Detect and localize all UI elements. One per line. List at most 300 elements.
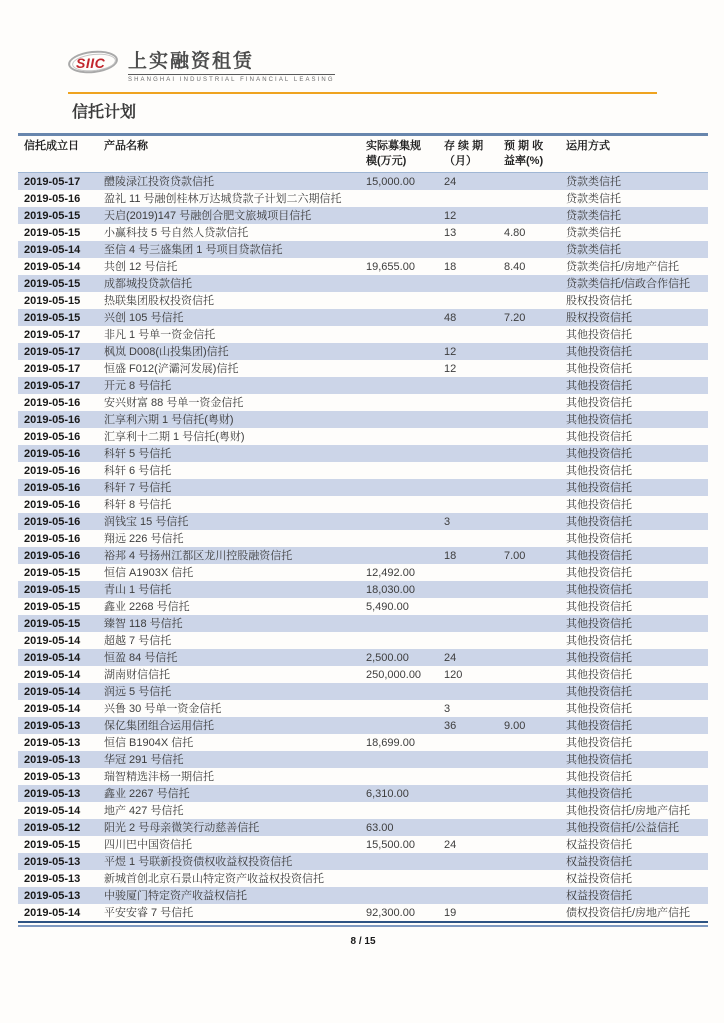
logo-siic-text: SIIC <box>76 55 106 71</box>
cell-expected-yield <box>498 751 560 768</box>
cell-usage-method: 贷款类信托 <box>566 209 621 222</box>
cell-raised-scale <box>360 190 438 207</box>
cell-duration: 12 <box>444 362 457 375</box>
cell-product-name: 枫岚 D008(山投集团)信托 <box>104 345 229 358</box>
cell-expected-yield <box>498 666 560 683</box>
cell-expected-yield <box>498 853 560 870</box>
cell-raised-scale <box>360 326 438 343</box>
cell-product-name: 翔远 226 号信托 <box>104 532 184 545</box>
cell-expected-yield: 7.00 <box>504 549 526 562</box>
cell-expected-yield <box>498 360 560 377</box>
cell-establish-date: 2019-05-16 <box>24 481 81 494</box>
cell-usage-method: 其他投资信托 <box>566 634 632 647</box>
cell-expected-yield <box>498 496 560 513</box>
cell-raised-scale <box>360 768 438 785</box>
cell-product-name: 醴陵渌江投资贷款信托 <box>104 175 214 188</box>
cell-usage-method: 其他投资信托 <box>566 515 632 528</box>
cell-raised-scale <box>360 309 438 326</box>
table-row <box>18 853 708 870</box>
cell-usage-method: 其他投资信托 <box>566 481 632 494</box>
cell-usage-method: 其他投资信托 <box>566 600 632 613</box>
cell-establish-date: 2019-05-15 <box>24 311 81 324</box>
cell-establish-date: 2019-05-15 <box>24 583 81 596</box>
cell-establish-date: 2019-05-14 <box>24 651 81 664</box>
cell-usage-method: 其他投资信托 <box>566 668 632 681</box>
table-row <box>18 802 708 819</box>
cell-usage-method: 债权投资信托/房地产信托 <box>560 904 708 922</box>
cell-duration: 18 <box>444 260 457 273</box>
cell-expected-yield <box>498 207 560 224</box>
cell-product-name: 恒盈 84 号信托 <box>104 651 178 664</box>
col-header-duration <box>438 135 498 173</box>
cell-establish-date: 2019-05-16 <box>24 396 81 409</box>
table-row <box>18 870 708 887</box>
cell-expected-yield <box>498 564 560 581</box>
cell-product-name: 盈礼 11 号融创桂林万达城贷款子计划二六期信托 <box>104 192 342 205</box>
cell-establish-date: 2019-05-13 <box>24 787 81 800</box>
brand-name-english: SHANGHAI INDUSTRIAL FINANCIAL LEASING <box>128 77 335 83</box>
cell-raised-scale <box>360 292 438 309</box>
cell-duration <box>438 768 498 785</box>
cell-raised-scale <box>360 275 438 292</box>
cell-product-name: 平安安睿 7 号信托 <box>98 904 360 922</box>
cell-expected-yield <box>498 394 560 411</box>
cell-establish-date: 2019-05-14 <box>24 634 81 647</box>
cell-product-name: 新城首创北京石景山特定资产收益权投资信托 <box>104 872 324 885</box>
cell-duration <box>438 275 498 292</box>
cell-product-name: 安兴财富 88 号单一资金信托 <box>104 396 244 409</box>
cell-establish-date: 2019-05-14 <box>24 685 81 698</box>
table-row <box>18 683 708 700</box>
cell-duration <box>438 870 498 887</box>
cell-establish-date: 2019-05-15 <box>24 600 81 613</box>
cell-duration: 3 <box>444 515 451 528</box>
cell-product-name: 地产 427 号信托 <box>104 804 184 817</box>
cell-product-name: 至信 4 号三盛集团 1 号项目贷款信托 <box>104 243 283 256</box>
page-header <box>0 0 724 122</box>
col-header-raised-scale <box>360 135 438 173</box>
cell-product-name: 中骏厦门特定资产收益权信托 <box>104 889 247 902</box>
cell-duration <box>438 479 498 496</box>
cell-duration <box>438 632 498 649</box>
cell-product-name: 鑫业 2267 号信托 <box>104 787 190 800</box>
cell-product-name: 超越 7 号信托 <box>104 634 172 647</box>
cell-expected-yield <box>498 445 560 462</box>
cell-establish-date: 2019-05-16 <box>24 515 81 528</box>
table-row <box>18 394 708 411</box>
cell-raised-scale <box>360 530 438 547</box>
cell-raised-scale <box>360 479 438 496</box>
cell-product-name: 兴创 105 号信托 <box>104 311 184 324</box>
cell-product-name: 科轩 8 号信托 <box>104 498 172 511</box>
cell-duration: 19 <box>438 904 498 922</box>
col-header-line: 益率(%) <box>504 155 544 167</box>
cell-usage-method: 其他投资信托 <box>566 787 632 800</box>
cell-usage-method: 其他投资信托 <box>566 770 632 783</box>
cell-usage-method: 其他投资信托 <box>566 583 632 596</box>
cell-raised-scale <box>360 394 438 411</box>
cell-duration <box>438 394 498 411</box>
cell-expected-yield <box>498 513 560 530</box>
cell-raised-scale: 15,000.00 <box>366 175 415 188</box>
cell-usage-method: 权益投资信托 <box>566 838 632 851</box>
cell-establish-date: 2019-05-15 <box>24 226 81 239</box>
table-row <box>18 836 708 853</box>
cell-product-name: 兴鲁 30 号单一资金信托 <box>104 702 222 715</box>
table-row <box>18 462 708 479</box>
cell-raised-scale <box>360 547 438 564</box>
cell-raised-scale: 2,500.00 <box>366 651 409 664</box>
cell-product-name: 非凡 1 号单一资金信托 <box>104 328 216 341</box>
page-footer <box>18 931 708 949</box>
cell-raised-scale <box>360 496 438 513</box>
cell-usage-method: 其他投资信托 <box>566 753 632 766</box>
cell-expected-yield <box>498 802 560 819</box>
table-row <box>18 547 708 564</box>
cell-establish-date: 2019-05-16 <box>24 532 81 545</box>
table-row <box>18 207 708 224</box>
cell-usage-method: 其他投资信托 <box>566 396 632 409</box>
col-header-line: 运用方式 <box>566 140 610 152</box>
col-header-line: 信托成立日 <box>24 140 79 152</box>
cell-usage-method: 其他投资信托 <box>566 430 632 443</box>
table-bottom-rule <box>18 925 708 927</box>
cell-raised-scale <box>360 887 438 904</box>
cell-duration <box>438 377 498 394</box>
cell-establish-date: 2019-05-14 <box>24 668 81 681</box>
table-row <box>18 309 708 326</box>
cell-expected-yield <box>498 292 560 309</box>
cell-usage-method: 其他投资信托 <box>566 736 632 749</box>
cell-product-name: 平煜 1 号联新投资债权收益权投资信托 <box>104 855 293 868</box>
company-logo <box>68 46 724 82</box>
cell-establish-date: 2019-05-15 <box>24 277 81 290</box>
cell-product-name: 科轩 6 号信托 <box>104 464 172 477</box>
cell-usage-method: 其他投资信托 <box>566 617 632 630</box>
cell-raised-scale: 63.00 <box>366 821 394 834</box>
cell-establish-date: 2019-05-16 <box>24 413 81 426</box>
cell-establish-date: 2019-05-16 <box>24 192 81 205</box>
cell-duration: 18 <box>444 549 457 562</box>
cell-expected-yield <box>498 581 560 598</box>
col-header-line: 预 期 收 <box>504 140 544 152</box>
table-row <box>18 275 708 292</box>
cell-duration: 24 <box>444 651 457 664</box>
cell-expected-yield <box>498 734 560 751</box>
cell-product-name: 润钱宝 15 号信托 <box>104 515 189 528</box>
cell-expected-yield <box>498 887 560 904</box>
cell-raised-scale <box>360 717 438 734</box>
cell-raised-scale <box>360 870 438 887</box>
table-row <box>18 564 708 581</box>
cell-raised-scale <box>360 462 438 479</box>
table-row <box>18 887 708 904</box>
cell-duration <box>438 326 498 343</box>
table-row <box>18 666 708 683</box>
cell-establish-date: 2019-05-17 <box>24 328 81 341</box>
cell-product-name: 青山 1 号信托 <box>104 583 172 596</box>
cell-duration <box>438 887 498 904</box>
cell-raised-scale <box>360 224 438 241</box>
table-row <box>18 717 708 734</box>
cell-raised-scale <box>360 411 438 428</box>
cell-establish-date: 2019-05-15 <box>24 209 81 222</box>
cell-raised-scale <box>360 683 438 700</box>
cell-establish-date: 2019-05-13 <box>24 872 81 885</box>
cell-raised-scale <box>360 445 438 462</box>
cell-usage-method: 其他投资信托 <box>566 685 632 698</box>
cell-raised-scale <box>360 428 438 445</box>
cell-establish-date: 2019-05-17 <box>24 362 81 375</box>
cell-duration <box>438 734 498 751</box>
cell-product-name: 汇享利六期 1 号信托(粤财) <box>104 413 234 426</box>
table-row <box>18 292 708 309</box>
cell-product-name: 裕邦 4 号扬州江都区龙川控股融资信托 <box>104 549 293 562</box>
cell-expected-yield <box>498 683 560 700</box>
cell-raised-scale: 5,490.00 <box>366 600 409 613</box>
table-row <box>18 632 708 649</box>
table-row <box>18 326 708 343</box>
cell-usage-method: 其他投资信托 <box>566 498 632 511</box>
cell-duration <box>438 292 498 309</box>
cell-establish-date: 2019-05-16 <box>24 549 81 562</box>
cell-product-name: 共创 12 号信托 <box>104 260 178 273</box>
cell-establish-date: 2019-05-13 <box>24 855 81 868</box>
cell-duration <box>438 462 498 479</box>
cell-duration <box>438 530 498 547</box>
table-header <box>18 135 708 173</box>
cell-usage-method: 权益投资信托 <box>566 872 632 885</box>
cell-establish-date: 2019-05-17 <box>24 379 81 392</box>
cell-expected-yield <box>498 411 560 428</box>
table-row <box>18 700 708 717</box>
cell-duration <box>438 615 498 632</box>
table-row <box>18 360 708 377</box>
cell-duration <box>438 802 498 819</box>
cell-product-name: 湖南财信信托 <box>104 668 170 681</box>
cell-product-name: 天启(2019)147 号融创合肥文旅城项目信托 <box>104 209 312 222</box>
cell-raised-scale <box>360 207 438 224</box>
cell-usage-method: 贷款类信托/信政合作信托 <box>566 277 691 290</box>
cell-product-name: 成都城投贷款信托 <box>104 277 192 290</box>
cell-raised-scale: 6,310.00 <box>366 787 409 800</box>
table-row <box>18 479 708 496</box>
cell-product-name: 阳光 2 号母亲微笑行动慈善信托 <box>104 821 260 834</box>
cell-raised-scale <box>360 377 438 394</box>
cell-expected-yield <box>498 649 560 666</box>
cell-usage-method: 其他投资信托 <box>566 702 632 715</box>
cell-establish-date: 2019-05-13 <box>24 719 81 732</box>
cell-duration: 3 <box>444 702 451 715</box>
cell-product-name: 热联集团股权投资信托 <box>104 294 214 307</box>
table-row <box>18 768 708 785</box>
col-header-usage-method <box>560 135 708 173</box>
section-title: 信托计划 <box>72 104 137 121</box>
cell-product-name: 恒信 A1903X 信托 <box>104 566 194 579</box>
cell-raised-scale: 15,500.00 <box>366 838 415 851</box>
cell-establish-date: 2019-05-15 <box>24 566 81 579</box>
cell-usage-method: 其他投资信托 <box>566 549 632 562</box>
cell-product-name: 华冠 291 号信托 <box>104 753 184 766</box>
cell-raised-scale <box>360 632 438 649</box>
cell-duration <box>438 241 498 258</box>
table-row <box>18 904 708 922</box>
cell-usage-method: 其他投资信托/公益信托 <box>566 821 680 834</box>
cell-duration <box>438 564 498 581</box>
cell-usage-method: 贷款类信托 <box>566 192 621 205</box>
cell-establish-date: 2019-05-13 <box>24 770 81 783</box>
cell-expected-yield <box>498 241 560 258</box>
cell-establish-date: 2019-05-14 <box>24 260 81 273</box>
cell-establish-date: 2019-05-14 <box>24 702 81 715</box>
cell-duration <box>438 581 498 598</box>
cell-expected-yield: 7.20 <box>504 311 526 324</box>
cell-usage-method: 股权投资信托 <box>566 311 632 324</box>
cell-usage-method: 其他投资信托 <box>566 345 632 358</box>
cell-duration <box>438 496 498 513</box>
cell-usage-method: 其他投资信托/房地产信托 <box>566 804 691 817</box>
cell-raised-scale: 250,000.00 <box>366 668 422 681</box>
cell-raised-scale <box>360 751 438 768</box>
col-header-product-name <box>98 135 360 173</box>
table-row <box>18 377 708 394</box>
cell-duration <box>438 785 498 802</box>
cell-product-name: 润远 5 号信托 <box>104 685 172 698</box>
cell-product-name: 保亿集团组合运用信托 <box>104 719 214 732</box>
cell-usage-method: 贷款类信托/房地产信托 <box>566 260 680 273</box>
cell-expected-yield <box>498 598 560 615</box>
cell-duration <box>438 598 498 615</box>
cell-establish-date: 2019-05-13 <box>24 889 81 902</box>
cell-duration <box>438 445 498 462</box>
col-header-line: 存 续 期 <box>444 140 484 152</box>
cell-product-name: 鑫业 2268 号信托 <box>104 600 190 613</box>
col-header-line: 模(万元) <box>366 155 407 167</box>
table-row <box>18 819 708 836</box>
table-row <box>18 513 708 530</box>
siic-logo-icon <box>68 49 120 77</box>
cell-expected-yield <box>498 904 560 922</box>
cell-raised-scale <box>360 241 438 258</box>
table-row <box>18 615 708 632</box>
cell-duration <box>438 683 498 700</box>
cell-duration <box>438 428 498 445</box>
cell-expected-yield <box>498 343 560 360</box>
table-row <box>18 598 708 615</box>
col-header-line: 产品名称 <box>104 140 148 152</box>
cell-usage-method: 权益投资信托 <box>566 889 632 902</box>
cell-expected-yield <box>498 530 560 547</box>
cell-duration: 12 <box>444 209 457 222</box>
table-row <box>18 190 708 207</box>
cell-raised-scale <box>360 700 438 717</box>
table-row <box>18 785 708 802</box>
table-header-row <box>18 135 708 173</box>
table-row <box>18 428 708 445</box>
cell-duration <box>438 190 498 207</box>
cell-expected-yield <box>498 190 560 207</box>
cell-expected-yield <box>498 462 560 479</box>
col-header-line: 实际募集规 <box>366 140 421 152</box>
table-row <box>18 258 708 275</box>
cell-product-name: 科轩 5 号信托 <box>104 447 172 460</box>
cell-raised-scale <box>360 343 438 360</box>
cell-product-name: 臻智 118 号信托 <box>104 617 183 630</box>
brand-name-chinese: 上实融资租赁 <box>128 46 335 75</box>
cell-raised-scale: 12,492.00 <box>366 566 415 579</box>
cell-duration <box>438 411 498 428</box>
cell-raised-scale <box>360 513 438 530</box>
table-row <box>18 343 708 360</box>
table-row <box>18 411 708 428</box>
cell-expected-yield <box>498 615 560 632</box>
cell-product-name: 恒信 B1904X 信托 <box>104 736 194 749</box>
cell-usage-method: 贷款类信托 <box>566 226 621 239</box>
table-row <box>18 445 708 462</box>
cell-usage-method: 股权投资信托 <box>566 294 632 307</box>
cell-usage-method: 权益投资信托 <box>566 855 632 868</box>
col-header-establish-date <box>18 135 98 173</box>
cell-raised-scale <box>360 853 438 870</box>
brand-block <box>128 46 335 83</box>
cell-product-name: 四川巴中国资信托 <box>104 838 192 851</box>
cell-establish-date: 2019-05-14 <box>24 243 81 256</box>
cell-product-name: 恒盛 F012(浐灞河发展)信托 <box>104 362 239 375</box>
cell-raised-scale <box>360 360 438 377</box>
cell-establish-date: 2019-05-12 <box>24 821 81 834</box>
cell-usage-method: 其他投资信托 <box>566 362 632 375</box>
cell-product-name: 小赢科技 5 号自然人贷款信托 <box>104 226 249 239</box>
cell-expected-yield <box>498 428 560 445</box>
cell-expected-yield <box>498 768 560 785</box>
trust-table-body <box>18 173 708 923</box>
cell-usage-method: 其他投资信托 <box>566 651 632 664</box>
cell-expected-yield <box>498 377 560 394</box>
cell-duration <box>438 853 498 870</box>
cell-raised-scale <box>360 802 438 819</box>
cell-usage-method: 其他投资信托 <box>566 532 632 545</box>
cell-duration <box>438 751 498 768</box>
cell-usage-method: 贷款类信托 <box>566 175 621 188</box>
cell-usage-method: 其他投资信托 <box>566 379 632 392</box>
cell-establish-date: 2019-05-15 <box>24 838 81 851</box>
table-row <box>18 581 708 598</box>
table-row <box>18 751 708 768</box>
table-row <box>18 496 708 513</box>
cell-expected-yield: 8.40 <box>504 260 526 273</box>
cell-expected-yield <box>498 836 560 853</box>
cell-product-name: 瑞智精选沣杨一期信托 <box>104 770 214 783</box>
cell-duration: 13 <box>444 226 457 239</box>
cell-duration <box>438 819 498 836</box>
cell-expected-yield <box>498 819 560 836</box>
cell-establish-date: 2019-05-13 <box>24 753 81 766</box>
cell-establish-date: 2019-05-17 <box>24 345 81 358</box>
cell-product-name: 开元 8 号信托 <box>104 379 172 392</box>
cell-usage-method: 其他投资信托 <box>566 447 632 460</box>
cell-establish-date: 2019-05-14 <box>24 804 81 817</box>
cell-duration: 48 <box>444 311 457 324</box>
cell-expected-yield <box>498 275 560 292</box>
cell-establish-date: 2019-05-13 <box>24 736 81 749</box>
cell-usage-method: 其他投资信托 <box>566 566 632 579</box>
cell-product-name: 科轩 7 号信托 <box>104 481 172 494</box>
cell-establish-date: 2019-05-16 <box>24 447 81 460</box>
cell-usage-method: 其他投资信托 <box>566 413 632 426</box>
cell-raised-scale: 92,300.00 <box>360 904 438 922</box>
cell-duration: 120 <box>444 668 463 681</box>
table-row <box>18 530 708 547</box>
